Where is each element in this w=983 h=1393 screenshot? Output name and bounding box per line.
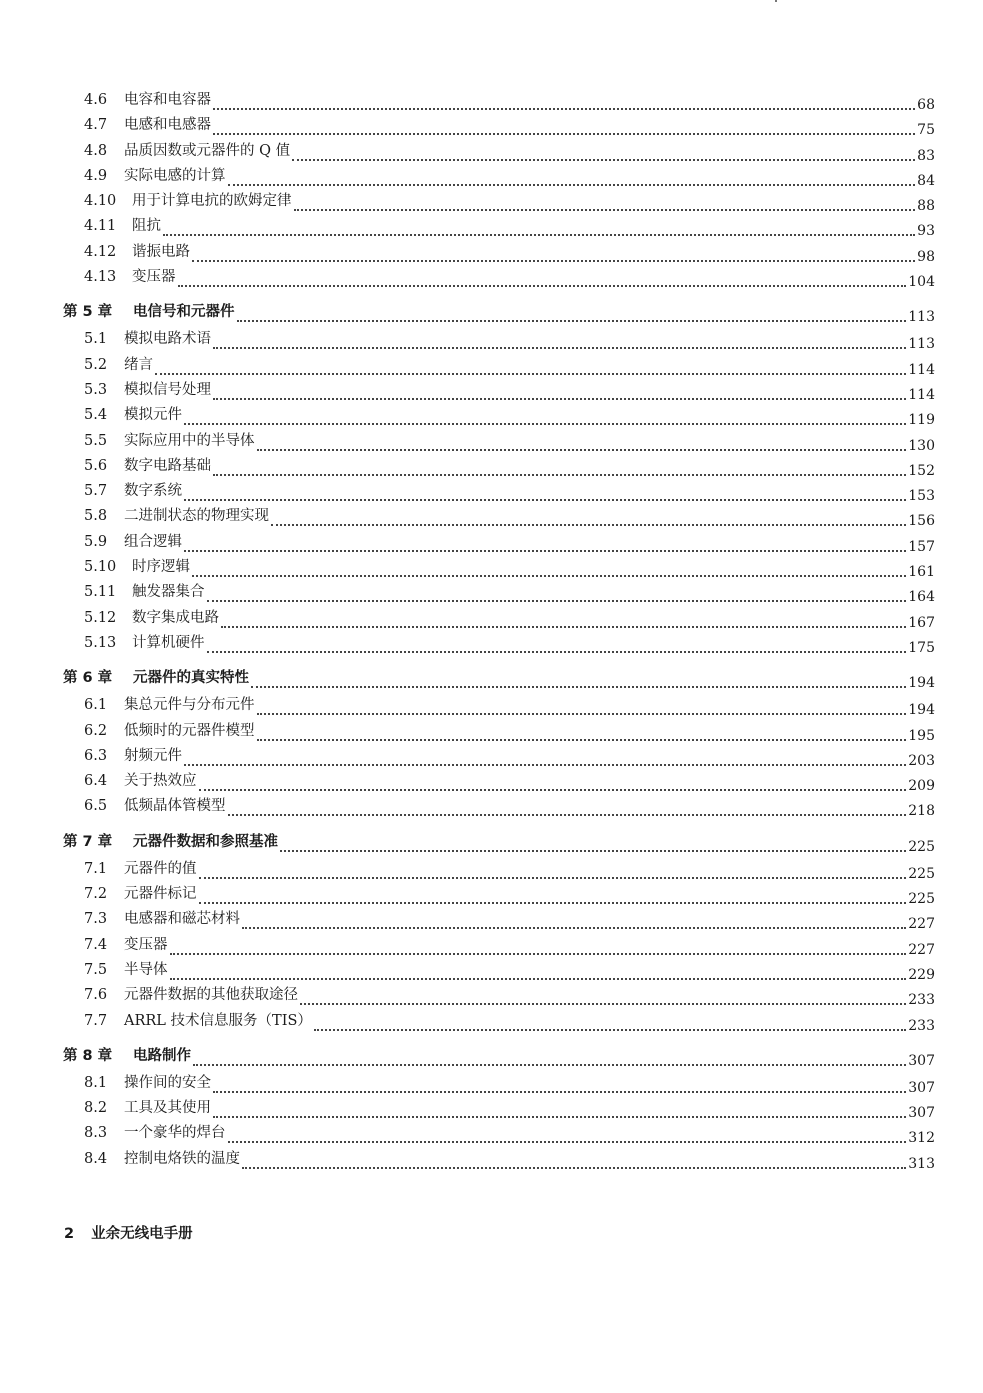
toc-entry[interactable] — [63, 1121, 935, 1146]
section-number: 6.3 — [84, 747, 108, 764]
dot-leader — [207, 651, 907, 653]
section-page-number: 203 — [908, 752, 935, 769]
toc-entry[interactable] — [63, 1096, 935, 1121]
section-number: 5.5 — [84, 432, 108, 449]
section-number: 6.1 — [84, 697, 108, 714]
dot-leader — [251, 686, 906, 688]
dot-leader — [163, 234, 915, 236]
footer-book-title: 业余无线电手册 — [91, 1226, 193, 1242]
section-number: 7.7 — [84, 1012, 108, 1029]
section-number: 5.3 — [84, 381, 108, 398]
dot-leader — [213, 474, 906, 476]
chapter-heading[interactable] — [63, 1041, 935, 1071]
toc-entry[interactable] — [63, 719, 935, 744]
chapter-number: 第 8 章 — [63, 1047, 113, 1064]
section-title: 半导体 — [124, 961, 168, 978]
section-page-number: 114 — [908, 361, 935, 378]
chapter-title: 元器件的真实特性 — [133, 670, 249, 687]
section-number: 6.2 — [84, 722, 108, 739]
dot-leader — [184, 499, 906, 501]
chapter-heading[interactable] — [63, 663, 935, 693]
section-page-number: 161 — [908, 564, 935, 581]
dot-leader — [192, 575, 906, 577]
section-page-number: 83 — [917, 147, 935, 164]
dot-leader — [292, 159, 915, 161]
chapter-page-number: 194 — [908, 675, 935, 692]
section-number: 5.7 — [84, 483, 108, 500]
footer-page-number: 2 — [64, 1226, 75, 1242]
toc-entry[interactable] — [63, 857, 935, 882]
section-page-number: 104 — [908, 274, 935, 291]
section-title: 元器件的值 — [124, 860, 197, 877]
dot-leader — [257, 739, 907, 741]
toc-entry[interactable] — [63, 327, 935, 352]
section-number: 7.1 — [84, 860, 108, 877]
toc-entry[interactable] — [63, 139, 935, 164]
toc-chapter — [63, 1041, 935, 1172]
section-title: 数字电路基础 — [124, 457, 211, 474]
section-page-number: 98 — [917, 248, 935, 265]
dot-leader — [228, 814, 907, 816]
section-number: 5.11 — [84, 584, 117, 601]
section-number: 5.8 — [84, 508, 108, 525]
section-number: 4.7 — [84, 117, 108, 134]
dot-leader — [294, 209, 916, 211]
section-title: 低频时的元器件模型 — [124, 722, 255, 739]
section-title: 阻抗 — [132, 218, 161, 235]
section-page-number: 157 — [908, 538, 935, 555]
section-title: 一个豪华的焊台 — [124, 1125, 226, 1142]
section-page-number: 233 — [908, 1017, 935, 1034]
section-number: 8.1 — [84, 1074, 108, 1091]
dot-leader — [170, 978, 907, 980]
section-page-number: 75 — [917, 122, 935, 139]
section-number: 7.2 — [84, 886, 108, 903]
section-title: 数字系统 — [124, 483, 182, 500]
dot-leader — [314, 1029, 906, 1031]
section-number: 4.8 — [84, 142, 108, 159]
section-title: 数字集成电路 — [132, 609, 219, 626]
section-number: 4.11 — [84, 218, 117, 235]
section-title: 组合逻辑 — [124, 533, 182, 550]
section-title: 低频晶体管模型 — [124, 798, 226, 815]
section-page-number: 209 — [908, 778, 935, 795]
toc-entry[interactable] — [63, 693, 935, 718]
toc-entry[interactable] — [63, 744, 935, 769]
section-page-number: 84 — [917, 172, 935, 189]
toc-entry[interactable] — [63, 933, 935, 958]
section-page-number: 225 — [908, 865, 935, 882]
toc-entry[interactable] — [63, 265, 935, 290]
section-number: 6.5 — [84, 798, 108, 815]
toc-entry[interactable] — [63, 530, 935, 555]
section-title: 元器件数据的其他获取途径 — [124, 987, 298, 1004]
dot-leader — [213, 133, 915, 135]
dot-leader — [199, 877, 907, 879]
section-title: 元器件标记 — [124, 886, 197, 903]
section-title: 计算机硬件 — [132, 634, 205, 651]
toc-entry[interactable] — [63, 240, 935, 265]
section-title: 用于计算电抗的欧姆定律 — [132, 193, 292, 210]
chapter-title: 电信号和元器件 — [133, 304, 235, 321]
dot-leader — [199, 789, 907, 791]
chapter-heading[interactable] — [63, 827, 935, 857]
dot-leader — [242, 1167, 906, 1169]
section-number: 8.3 — [84, 1125, 108, 1142]
section-title: 集总元件与分布元件 — [124, 697, 255, 714]
dot-leader — [170, 953, 907, 955]
toc-chapter — [63, 663, 935, 819]
section-page-number: 114 — [908, 386, 935, 403]
toc-entry[interactable] — [63, 403, 935, 428]
section-number: 5.10 — [84, 559, 117, 576]
section-title: ARRL 技术信息服务（TIS） — [124, 1012, 312, 1029]
section-page-number: 119 — [908, 412, 935, 429]
section-title: 控制电烙铁的温度 — [124, 1150, 240, 1167]
toc-entry[interactable] — [63, 606, 935, 631]
toc-entry[interactable] — [63, 479, 935, 504]
section-title: 实际电感的计算 — [124, 167, 226, 184]
toc-entry[interactable] — [63, 1009, 935, 1034]
section-page-number: 68 — [917, 97, 935, 113]
chapter-title: 元器件数据和参照基准 — [133, 833, 278, 850]
dot-leader — [213, 1116, 906, 1118]
dot-leader — [300, 1003, 906, 1005]
section-page-number: 175 — [908, 639, 935, 656]
section-page-number: 156 — [908, 513, 935, 530]
chapter-number: 第 7 章 — [63, 833, 113, 850]
dot-leader — [155, 373, 906, 375]
toc-entry[interactable] — [63, 983, 935, 1008]
dot-leader — [199, 902, 907, 904]
toc-entry[interactable] — [63, 631, 935, 656]
toc-entry[interactable] — [63, 189, 935, 214]
toc-entry[interactable] — [63, 88, 935, 113]
section-number: 5.6 — [84, 457, 108, 474]
toc-entry[interactable] — [63, 214, 935, 239]
section-page-number: 313 — [908, 1155, 935, 1172]
section-number: 4.10 — [84, 193, 117, 210]
dot-leader — [221, 626, 906, 628]
section-number: 4.12 — [84, 243, 117, 260]
section-title: 触发器集合 — [132, 584, 205, 601]
toc-entry[interactable] — [63, 378, 935, 403]
toc-entry[interactable] — [63, 555, 935, 580]
section-title: 电容和电容器 — [124, 92, 211, 108]
dot-leader — [184, 764, 906, 766]
section-title: 变压器 — [124, 936, 168, 953]
toc-entry[interactable] — [63, 882, 935, 907]
dot-leader — [213, 398, 906, 400]
section-number: 7.6 — [84, 987, 108, 1004]
section-title: 模拟元件 — [124, 407, 182, 424]
toc-entry[interactable] — [63, 1147, 935, 1172]
toc-chapter — [63, 297, 935, 656]
chapter-number: 第 5 章 — [63, 304, 113, 321]
toc-entry[interactable] — [63, 769, 935, 794]
section-number: 5.12 — [84, 609, 117, 626]
toc-entry[interactable] — [63, 429, 935, 454]
toc-entry[interactable] — [63, 164, 935, 189]
section-title: 工具及其使用 — [124, 1100, 211, 1117]
section-title: 谐振电路 — [132, 243, 190, 260]
section-page-number: 113 — [908, 336, 935, 353]
toc-entry[interactable] — [63, 794, 935, 819]
section-page-number: 164 — [908, 589, 935, 606]
section-title: 绪言 — [124, 356, 153, 373]
dot-leader — [213, 347, 906, 349]
section-number: 4.9 — [84, 167, 108, 184]
section-page-number: 194 — [908, 702, 935, 719]
section-page-number: 233 — [908, 992, 935, 1009]
section-page-number: 130 — [908, 437, 935, 454]
section-title: 实际应用中的半导体 — [124, 432, 255, 449]
dot-leader — [257, 449, 907, 451]
section-title: 电感和电感器 — [124, 117, 211, 134]
section-page-number: 227 — [908, 916, 935, 933]
dot-leader — [237, 320, 907, 322]
dot-leader — [228, 1141, 907, 1143]
dot-leader — [193, 1064, 906, 1066]
page-footer — [64, 1222, 193, 1243]
section-page-number: 227 — [908, 941, 935, 958]
toc-entry[interactable] — [63, 504, 935, 529]
toc-entry[interactable] — [63, 1071, 935, 1096]
chapter-number: 第 6 章 — [63, 670, 113, 687]
section-title: 二进制状态的物理实现 — [124, 508, 269, 525]
section-title: 变压器 — [132, 269, 176, 286]
section-number: 8.4 — [84, 1150, 108, 1167]
dot-leader — [192, 260, 915, 262]
toc-entry[interactable] — [63, 907, 935, 932]
section-number: 4.6 — [84, 92, 108, 108]
section-number: 8.2 — [84, 1100, 108, 1117]
toc-chapter — [63, 88, 935, 290]
chapter-title: 电路制作 — [133, 1047, 191, 1064]
toc-entry[interactable] — [63, 958, 935, 983]
chapter-page-number: 113 — [908, 309, 935, 326]
section-page-number: 153 — [908, 488, 935, 505]
dot-leader — [178, 285, 907, 287]
section-page-number: 225 — [908, 891, 935, 908]
dot-leader — [213, 108, 915, 110]
section-number: 5.9 — [84, 533, 108, 550]
section-page-number: 312 — [908, 1130, 935, 1147]
section-page-number: 167 — [908, 614, 935, 631]
section-page-number: 307 — [908, 1105, 935, 1122]
section-number: 4.13 — [84, 269, 117, 286]
section-title: 电感器和磁芯材料 — [124, 911, 240, 928]
toc-entry[interactable] — [63, 353, 935, 378]
toc-entry[interactable] — [63, 113, 935, 138]
chapter-page-number: 307 — [908, 1052, 935, 1069]
section-number: 7.3 — [84, 911, 108, 928]
chapter-page-number: 225 — [908, 838, 935, 855]
dot-leader — [271, 524, 906, 526]
section-number: 5.13 — [84, 634, 117, 651]
dot-leader — [207, 600, 907, 602]
section-title: 模拟电路术语 — [124, 331, 211, 348]
section-title: 时序逻辑 — [132, 559, 190, 576]
scan-mark — [775, 0, 777, 2]
table-of-contents — [63, 88, 935, 1172]
dot-leader — [213, 1091, 906, 1093]
section-page-number: 152 — [908, 462, 935, 479]
section-page-number: 218 — [908, 803, 935, 820]
dot-leader — [228, 184, 916, 186]
toc-chapter — [63, 827, 935, 1034]
dot-leader — [184, 423, 906, 425]
section-title: 关于热效应 — [124, 773, 197, 790]
section-number: 5.4 — [84, 407, 108, 424]
toc-entry[interactable] — [63, 454, 935, 479]
section-page-number: 195 — [908, 727, 935, 744]
toc-entry[interactable] — [63, 580, 935, 605]
section-title: 品质因数或元器件的 Q 值 — [124, 142, 291, 159]
dot-leader — [242, 927, 906, 929]
section-number: 5.2 — [84, 356, 108, 373]
section-title: 模拟信号处理 — [124, 381, 211, 398]
section-number: 7.5 — [84, 961, 108, 978]
dot-leader — [184, 550, 906, 552]
section-number: 7.4 — [84, 936, 108, 953]
section-title: 操作间的安全 — [124, 1074, 211, 1091]
section-number: 6.4 — [84, 773, 108, 790]
section-title: 射频元件 — [124, 747, 182, 764]
section-page-number: 93 — [917, 223, 935, 240]
dot-leader — [280, 850, 906, 852]
chapter-heading[interactable] — [63, 297, 935, 327]
dot-leader — [257, 713, 907, 715]
section-number: 5.1 — [84, 331, 108, 348]
section-page-number: 229 — [908, 966, 935, 983]
section-page-number: 88 — [917, 198, 935, 215]
section-page-number: 307 — [908, 1079, 935, 1096]
